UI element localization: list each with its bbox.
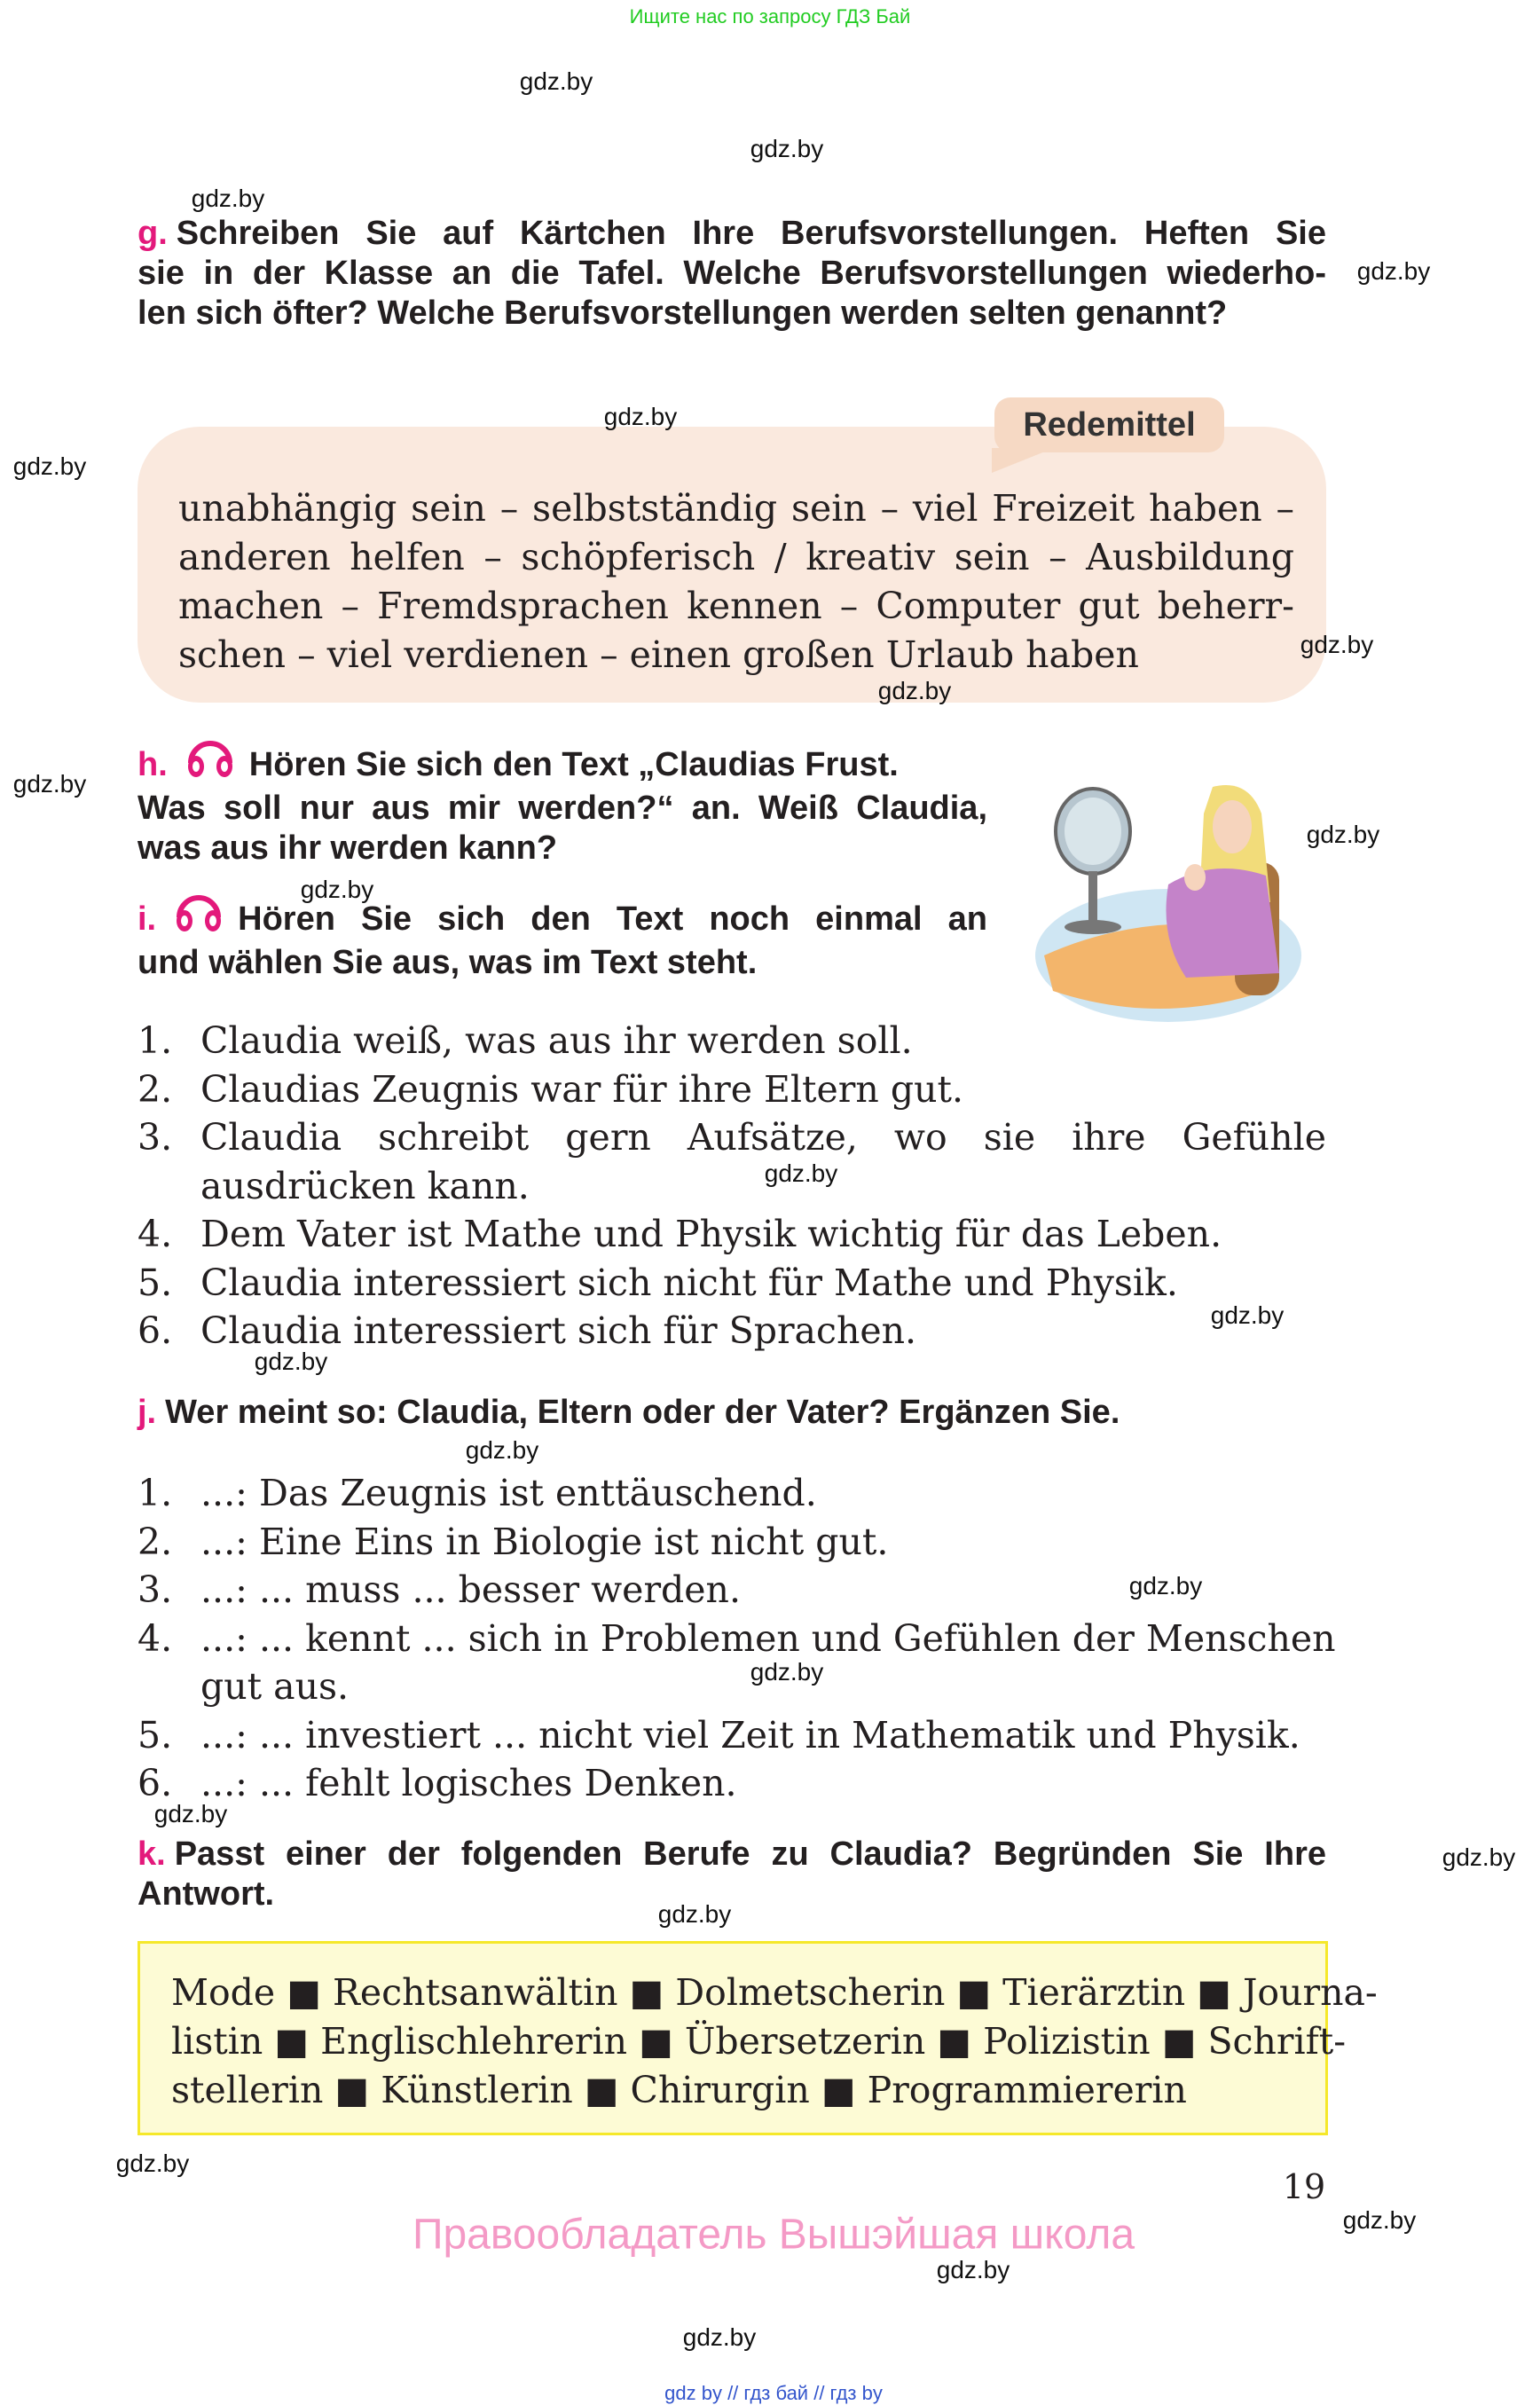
watermark-text: gdz.by: [764, 1159, 838, 1187]
watermark-text: gdz.by: [750, 1658, 824, 1686]
watermark-text: gdz.by: [936, 2256, 1010, 2283]
item-text: Claudia schreibt gern Aufsätze, wo sie ihre Gefühle: [200, 1116, 1326, 1159]
list-item: [138, 1065, 1326, 1114]
item-number: 5.: [138, 1713, 173, 1757]
watermark-text: gdz.by: [12, 452, 87, 480]
task-k: [138, 1835, 1326, 1914]
list-item: [138, 1711, 1326, 1760]
claudia-illustration: [1035, 778, 1328, 1026]
list-item: [138, 1259, 1326, 1308]
watermark-text: gdz.by: [465, 1436, 539, 1464]
watermark-text: gdz.by: [191, 185, 265, 212]
rights-holder: Правообладатель Вышэйшая школа: [412, 2211, 1135, 2259]
task-letter: k.: [138, 1835, 166, 1873]
watermark-text: gdz.by: [877, 677, 952, 704]
list-item: [138, 1615, 1336, 1711]
task-letter: h.: [138, 746, 168, 783]
item-number: 6.: [138, 1309, 173, 1352]
item-text: Claudia weiß, was aus ihr werden soll.: [200, 1019, 913, 1062]
redemittel-text: [178, 484, 1294, 680]
task-letter: i.: [138, 900, 157, 938]
task-text: und wählen Sie aus, was im Text steht.: [138, 944, 758, 981]
watermark-text: gdz.by: [682, 2323, 757, 2351]
item-text: ...: Eine Eins in Biologie ist nicht gut.: [200, 1520, 889, 1563]
watermark-text: gdz.by: [750, 135, 824, 162]
item-text: Claudia interessiert sich für Sprachen.: [200, 1309, 917, 1352]
bottom-links[interactable]: gdz by // гдз бай // гдз by: [664, 2382, 883, 2404]
statements-list: [138, 1017, 1326, 1356]
task-text: sie in der Klasse an die Tafel. Welche Berufsvorstellungen wiederho-: [138, 255, 1326, 292]
page-number: 19: [1282, 2167, 1326, 2206]
task-i: [138, 887, 987, 983]
watermark-text: gdz.by: [1306, 821, 1380, 848]
phrase-line: schen – viel verdienen – einen großen Urlaub haben: [178, 633, 1139, 676]
watermark-text: gdz.by: [1210, 1301, 1285, 1329]
item-number: 1.: [138, 1019, 173, 1062]
list-item: [138, 1759, 1326, 1808]
list-item: [138, 1210, 1326, 1259]
item-text: Claudias Zeugnis war für ihre Eltern gut.: [200, 1067, 963, 1111]
item-text: ...: ... kennt ... sich in Problemen und Gefühlen der Menschen: [200, 1616, 1336, 1660]
task-text: was aus ihr werden kann?: [138, 829, 558, 867]
item-number: 2.: [138, 1067, 173, 1111]
task-text: Hören Sie sich den Text „Claudias Frust.: [248, 746, 899, 783]
task-text: Schreiben Sie auf Kärtchen Ihre Berufsvorstellungen. Heften Sie: [176, 215, 1326, 252]
task-text: Was soll nur aus mir werden?“ an. Weiß Claudia,: [138, 790, 987, 827]
profession-line: stellerin ■ Künstlerin ■ Chirurgin ■ Programmiererin: [171, 2069, 1187, 2111]
watermark-text: gdz.by: [657, 1900, 732, 1928]
watermark-text: gdz.by: [1342, 2206, 1417, 2234]
professions-text: [171, 1969, 1378, 2115]
task-letter: j.: [138, 1394, 157, 1431]
search-hint: Ищите нас по запросу ГДЗ Бай: [629, 5, 911, 28]
watermark-text: gdz.by: [519, 67, 593, 95]
item-number: 4.: [138, 1616, 173, 1660]
watermark-text: gdz.by: [1356, 257, 1431, 285]
item-text: ...: ... investiert ... nicht viel Zeit in Mathematik und Physik.: [200, 1713, 1300, 1757]
phrase-line: anderen helfen – schöpferisch / kreativ sein – Ausbildung: [178, 536, 1294, 578]
profession-line: listin ■ Englischlehrerin ■ Übersetzerin ■ Polizistin ■ Schrift-: [171, 2020, 1347, 2063]
item-text: Claudia interessiert sich nicht für Mathe und Physik.: [200, 1261, 1178, 1304]
task-g: [138, 214, 1326, 334]
j-items-list: [138, 1469, 1336, 1808]
task-text: Hören Sie sich den Text noch einmal an: [238, 900, 987, 938]
watermark-text: gdz.by: [1128, 1572, 1203, 1599]
item-text: gut aus.: [200, 1665, 350, 1708]
watermark-text: gdz.by: [603, 403, 678, 430]
profession-line: Mode ■ Rechtsanwältin ■ Dolmetscherin ■ Tierärztin ■ Journa-: [171, 1971, 1378, 2014]
item-text: Dem Vater ist Mathe und Physik wichtig für das Leben.: [200, 1213, 1222, 1255]
item-number: 3.: [138, 1568, 173, 1611]
item-text: ...: ... muss ... besser werden.: [200, 1568, 741, 1611]
task-j: [138, 1393, 1326, 1433]
watermark-text: gdz.by: [300, 876, 374, 903]
redemittel-label: Redemittel: [994, 397, 1224, 452]
task-text: Passt einer der folgenden Berufe zu Claudia? Begründen Sie Ihre: [174, 1835, 1326, 1873]
task-text: Antwort.: [138, 1875, 275, 1913]
watermark-text: gdz.by: [12, 770, 87, 798]
item-number: 5.: [138, 1261, 173, 1304]
item-number: 4.: [138, 1213, 173, 1255]
watermark-text: gdz.by: [1300, 631, 1374, 658]
list-item: [138, 1518, 1326, 1567]
item-text: ausdrücken kann.: [200, 1164, 530, 1207]
headphones-icon[interactable]: [184, 733, 237, 789]
list-item: [138, 1113, 1326, 1210]
phrase-line: unabhängig sein – selbstständig sein – viel Freizeit haben –: [178, 487, 1294, 530]
watermark-text: gdz.by: [1442, 1843, 1516, 1871]
item-text: ...: Das Zeugnis ist enttäuschend.: [200, 1472, 817, 1514]
list-item: [138, 1017, 1326, 1065]
task-h: [138, 733, 987, 868]
task-text: Wer meint so: Claudia, Eltern oder der Vater? Ergänzen Sie.: [165, 1394, 1120, 1431]
watermark-text: gdz.by: [153, 1800, 228, 1827]
headphones-icon[interactable]: [172, 887, 225, 943]
item-number: 1.: [138, 1472, 173, 1514]
item-number: 3.: [138, 1116, 173, 1159]
watermark-text: gdz.by: [254, 1348, 328, 1375]
item-text: ...: ... fehlt logisches Denken.: [200, 1762, 737, 1804]
task-text: len sich öfter? Welche Berufsvorstellungen werden selten genannt?: [138, 295, 1228, 332]
list-item: [138, 1469, 1326, 1518]
task-letter: g.: [138, 215, 168, 252]
phrase-line: machen – Fremdsprachen kennen – Computer gut beherr-: [178, 585, 1294, 627]
watermark-text: gdz.by: [115, 2150, 190, 2177]
item-number: 6.: [138, 1762, 173, 1804]
item-number: 2.: [138, 1520, 173, 1563]
